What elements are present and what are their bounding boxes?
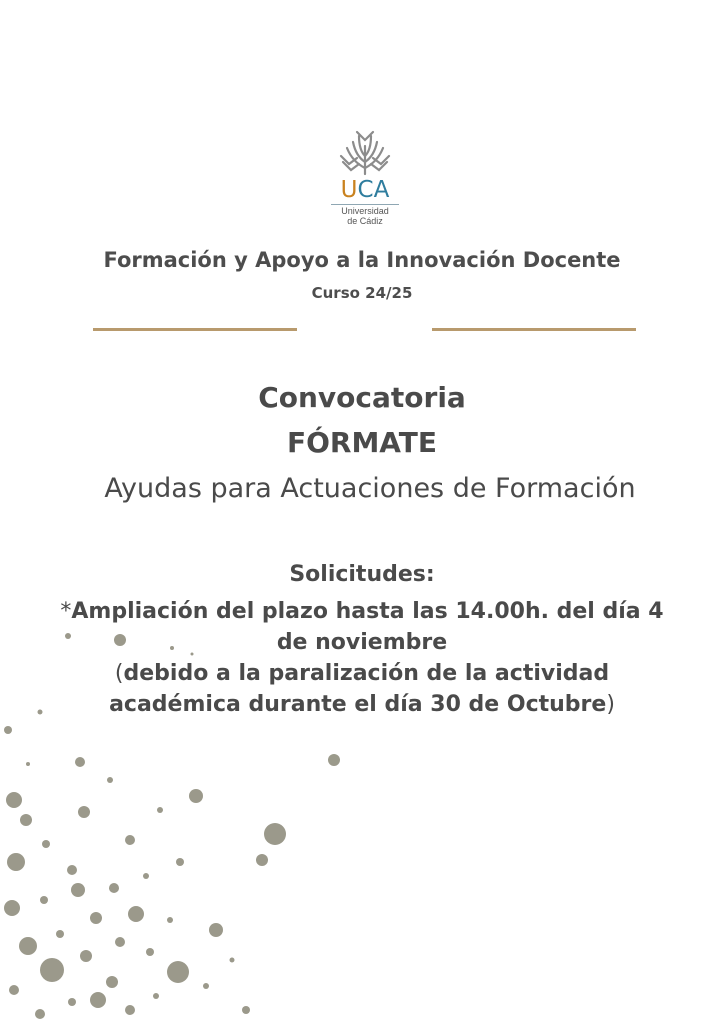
convocatoria-heading: Convocatoria [258, 381, 466, 414]
formate-heading: FÓRMATE [286, 426, 438, 459]
logo-rule [331, 204, 399, 205]
deadline-line-2: de noviembre [276, 630, 448, 655]
divider-right [432, 328, 636, 331]
logo-u: U [340, 177, 358, 203]
asterisk: * [60, 599, 72, 624]
logo-university-line2: de Cádiz [347, 216, 383, 226]
uca-emblem-icon [335, 128, 395, 178]
logo-university-line1: Universidad [341, 206, 389, 216]
ink-splatter-decoration [0, 600, 380, 1024]
ayudas-subtitle: Ayudas para Actuaciones de Formación [104, 473, 636, 504]
solicitudes-heading: Solicitudes: [289, 562, 435, 587]
organization-title: Formación y Apoyo a la Innovación Docente [103, 248, 621, 272]
university-logo [322, 128, 408, 232]
deadline-text-1: Ampliación del plazo hasta las 14.00h. del día 4 [71, 599, 664, 624]
open-paren: ( [114, 661, 124, 686]
close-paren: ) [606, 692, 615, 717]
divider-left [93, 328, 297, 331]
deadline-text-3: debido a la paralización de la actividad [123, 661, 610, 686]
course-label: Curso 24/25 [311, 284, 413, 302]
logo-wordmark [322, 178, 408, 202]
logo-ca: CA [357, 177, 390, 203]
deadline-text-4: académica durante el día 30 de Octubre [109, 692, 607, 717]
